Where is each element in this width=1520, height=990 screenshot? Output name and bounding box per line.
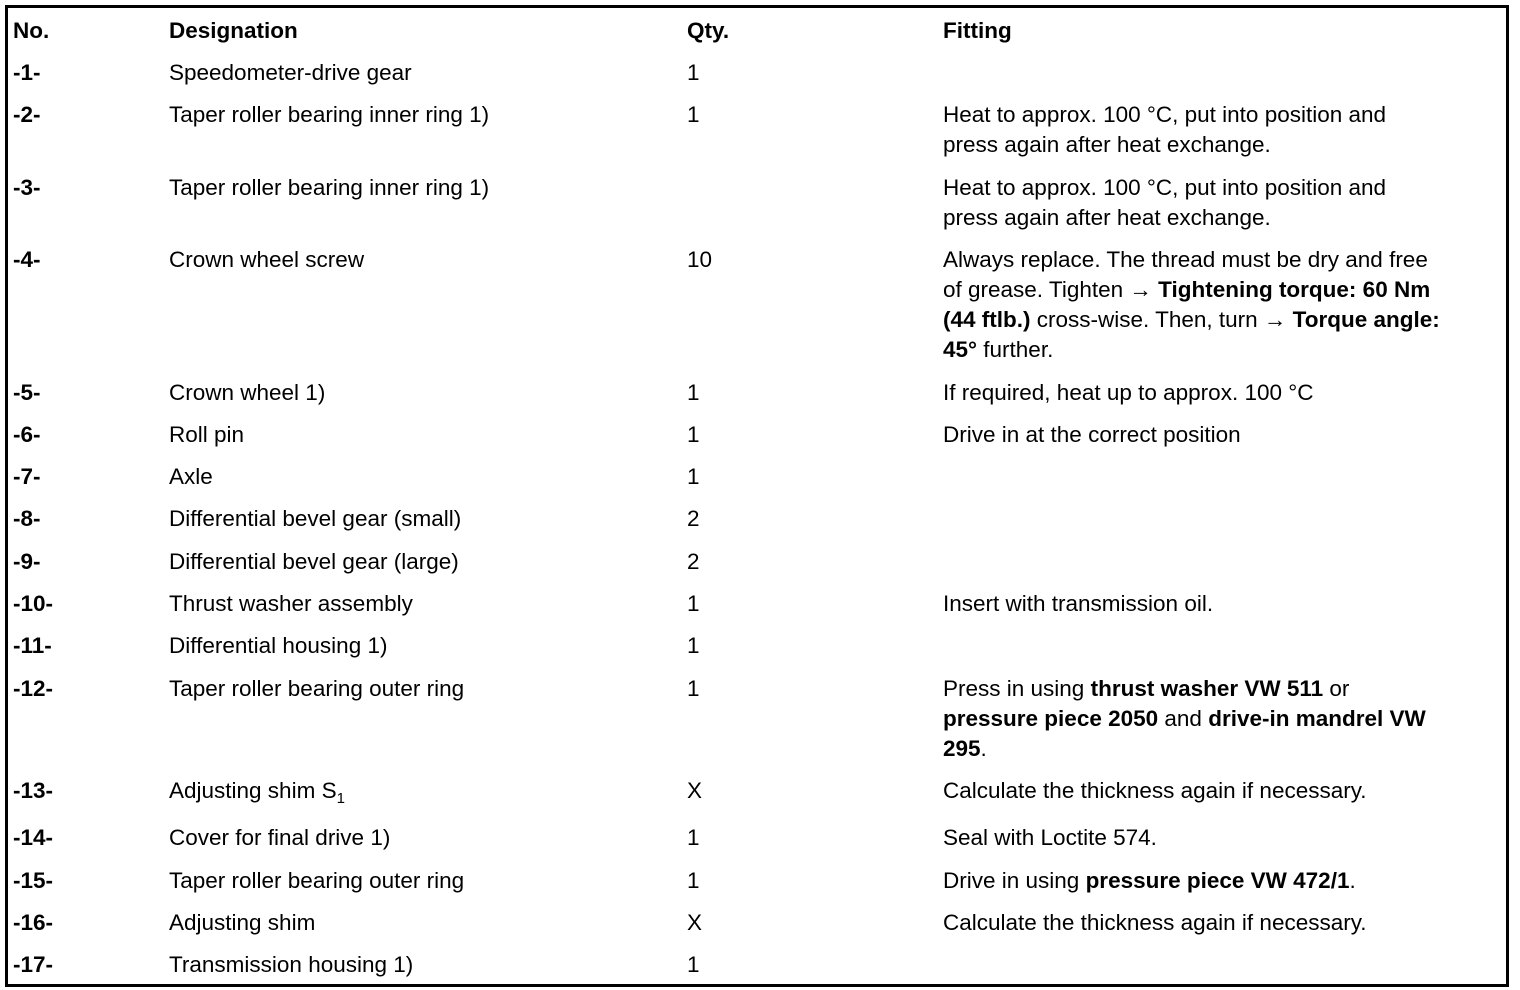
row-designation: Taper roller bearing inner ring 1) — [169, 102, 490, 127]
row-fitting — [943, 674, 1503, 764]
row-fitting: Seal with Loctite 574. — [943, 825, 1157, 850]
row-number: -12- — [13, 676, 54, 701]
row-number: -3- — [13, 175, 41, 200]
row-number: -2- — [13, 102, 41, 127]
row-fitting: Calculate the thickness again if necessary. — [943, 778, 1367, 803]
fitting-line — [943, 734, 1503, 764]
row-designation: Axle — [169, 464, 213, 489]
fitting-line — [943, 704, 1503, 734]
fitting-text: . — [1349, 868, 1356, 893]
row-number: -11- — [13, 633, 52, 658]
fitting-line: Heat to approx. 100 °C, put into position and — [943, 102, 1387, 127]
fitting-emphasis: pressure piece VW 472/1 — [1085, 868, 1350, 893]
row-qty: 2 — [687, 506, 700, 531]
fitting-emphasis: 45° — [943, 337, 978, 362]
designation-text: Adjusting shim S — [169, 778, 337, 803]
designation-subscript: 1 — [336, 790, 345, 807]
fitting-line: press again after heat exchange. — [943, 205, 1271, 230]
fitting-text: and — [1158, 706, 1209, 731]
row-qty: 1 — [687, 633, 700, 658]
row-qty: 1 — [687, 60, 700, 85]
row-designation: Crown wheel 1) — [169, 380, 326, 405]
fitting-emphasis: pressure piece 2050 — [943, 706, 1159, 731]
row-qty: 2 — [687, 549, 700, 574]
row-number: -6- — [13, 422, 41, 447]
row-qty: X — [687, 778, 703, 803]
row-number: -10- — [13, 591, 54, 616]
row-designation: Taper roller bearing outer ring — [169, 868, 465, 893]
row-number: -7- — [13, 464, 41, 489]
row-number: -8- — [13, 506, 41, 531]
fitting-text: . — [980, 736, 987, 761]
fitting-line — [943, 305, 1503, 335]
row-designation: Differential housing 1) — [169, 633, 388, 658]
fitting-text: Press in using — [943, 676, 1091, 701]
row-number: -1- — [13, 60, 41, 85]
row-fitting — [943, 100, 1503, 160]
row-fitting: If required, heat up to approx. 100 °C — [943, 380, 1314, 405]
fitting-emphasis: Tightening torque: 60 Nm — [1158, 277, 1431, 302]
row-number: -9- — [13, 549, 41, 574]
row-designation: Adjusting shim — [169, 910, 316, 935]
fitting-line: Always replace. The thread must be dry and free — [943, 247, 1428, 272]
fitting-text: cross-wise. Then, turn → — [1030, 307, 1293, 332]
row-fitting: Calculate the thickness again if necessary. — [943, 910, 1367, 935]
row-number: -4- — [13, 247, 41, 272]
row-qty: 1 — [687, 591, 700, 616]
row-qty: 1 — [687, 676, 700, 701]
header-designation: Designation — [169, 18, 298, 43]
row-designation: Differential bevel gear (large) — [169, 549, 459, 574]
row-fitting — [943, 866, 1503, 896]
row-qty: 1 — [687, 380, 700, 405]
fitting-line — [943, 674, 1503, 704]
fitting-line: press again after heat exchange. — [943, 132, 1271, 157]
fitting-emphasis: drive-in mandrel VW — [1208, 706, 1426, 731]
fitting-text: of grease. Tighten → — [943, 277, 1159, 302]
row-fitting — [943, 245, 1503, 365]
row-designation: Speedometer-drive gear — [169, 60, 412, 85]
row-qty: 1 — [687, 464, 700, 489]
row-qty: X — [687, 910, 703, 935]
header-fitting: Fitting — [943, 18, 1012, 43]
fitting-line: Heat to approx. 100 °C, put into position and — [943, 175, 1387, 200]
row-qty: 1 — [687, 422, 700, 447]
row-qty: 1 — [687, 868, 700, 893]
fitting-emphasis: (44 ftlb.) — [943, 307, 1031, 332]
row-number: -13- — [13, 778, 54, 803]
row-qty: 1 — [687, 102, 700, 127]
row-number: -15- — [13, 868, 54, 893]
row-designation: Roll pin — [169, 422, 245, 447]
row-number: -5- — [13, 380, 41, 405]
row-designation: Transmission housing 1) — [169, 952, 414, 977]
row-qty: 1 — [687, 952, 700, 977]
row-number: -17- — [13, 952, 54, 977]
fitting-text: or — [1323, 676, 1350, 701]
row-number: -16- — [13, 910, 54, 935]
row-designation: Thrust washer assembly — [169, 591, 413, 616]
fitting-emphasis: Torque angle: — [1292, 307, 1440, 332]
row-designation: Taper roller bearing inner ring 1) — [169, 175, 490, 200]
row-fitting — [943, 173, 1503, 233]
fitting-text: further. — [977, 337, 1054, 362]
row-qty: 10 — [687, 247, 713, 272]
fitting-text: Drive in using — [943, 868, 1086, 893]
fitting-emphasis: 295 — [943, 736, 981, 761]
header-no: No. — [13, 18, 50, 43]
row-number: -14- — [13, 825, 54, 850]
row-designation — [169, 776, 345, 806]
row-designation: Cover for final drive 1) — [169, 825, 391, 850]
row-qty: 1 — [687, 825, 700, 850]
row-designation: Taper roller bearing outer ring — [169, 676, 465, 701]
row-fitting: Drive in at the correct position — [943, 422, 1241, 447]
parts-table — [5, 5, 1509, 987]
row-fitting: Insert with transmission oil. — [943, 591, 1214, 616]
fitting-emphasis: thrust washer VW 511 — [1090, 676, 1324, 701]
row-designation: Differential bevel gear (small) — [169, 506, 462, 531]
row-designation: Crown wheel screw — [169, 247, 365, 272]
header-qty: Qty. — [687, 18, 730, 43]
fitting-line — [943, 335, 1503, 365]
fitting-line — [943, 275, 1503, 305]
